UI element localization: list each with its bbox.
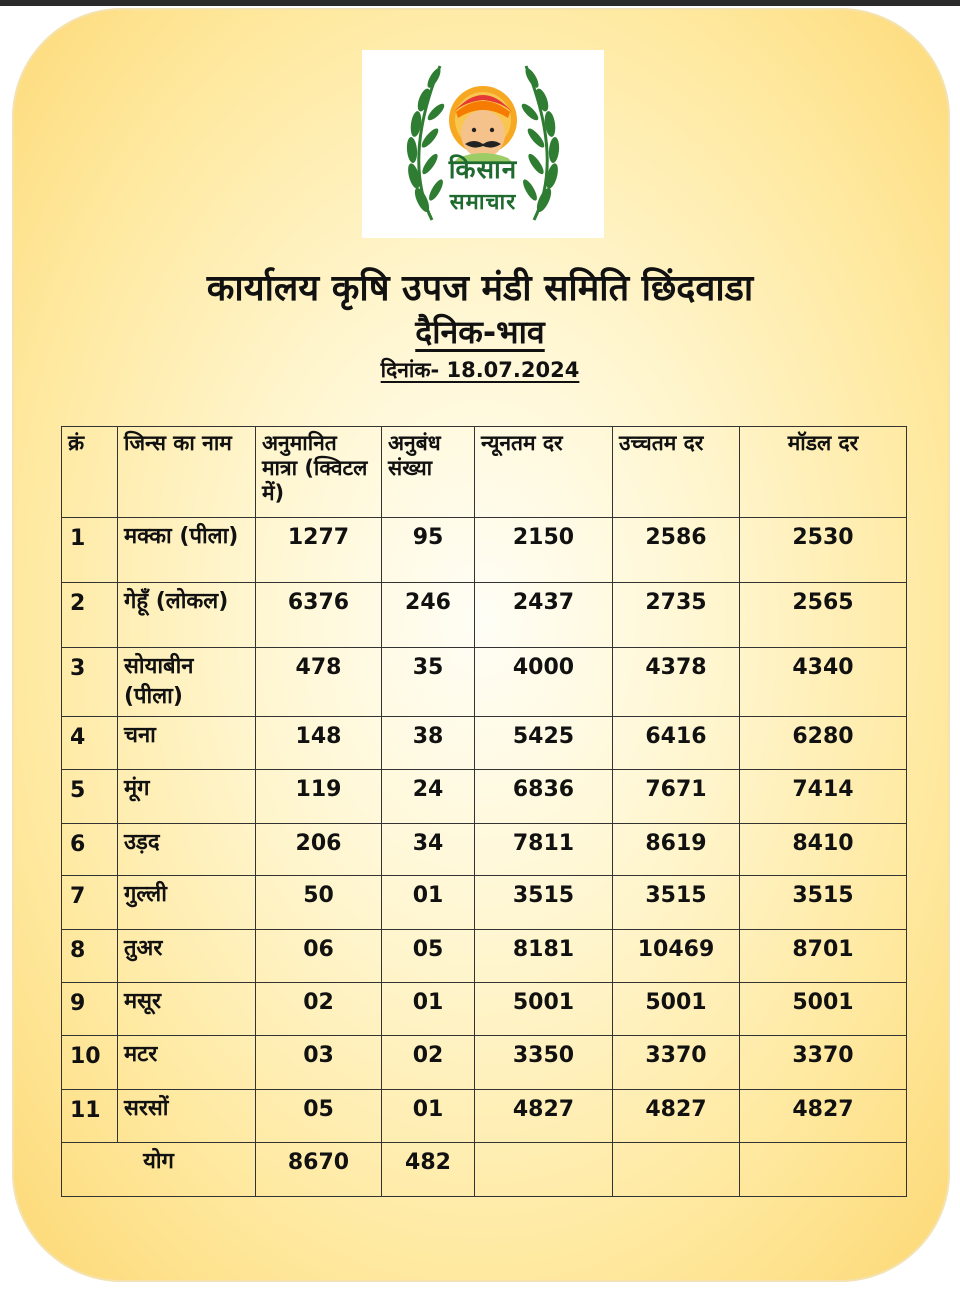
cell-min-rate: 8181 [475, 930, 613, 983]
cell-serial: 1 [62, 518, 118, 583]
cell-modal-rate: 3370 [740, 1036, 907, 1090]
cell-min-rate: 6836 [475, 770, 613, 824]
logo-text-kisan: किसान [448, 155, 518, 185]
cell-min-rate: 2150 [475, 518, 613, 583]
cell-commodity: उड़द [118, 824, 256, 876]
cell-max-rate: 4827 [613, 1090, 740, 1143]
cell-quantity: 1277 [256, 518, 382, 583]
cell-modal-rate: 2565 [740, 583, 907, 648]
top-edge-bar [0, 0, 960, 6]
daily-rate-heading: दैनिक-भाव [415, 313, 545, 351]
cell-contracts: 01 [382, 876, 475, 930]
cell-max-rate: 2735 [613, 583, 740, 648]
logo-text-samachar: समाचार [449, 190, 517, 215]
cell-modal-rate: 4340 [740, 648, 907, 717]
cell-contracts: 246 [382, 583, 475, 648]
table-row [62, 518, 907, 583]
cell-max-rate: 2586 [613, 518, 740, 583]
cell-min-rate: 2437 [475, 583, 613, 648]
cell-commodity: गुल्ली [118, 876, 256, 930]
cell-serial: 4 [62, 717, 118, 770]
table-row [62, 770, 907, 824]
cell-serial: 9 [62, 983, 118, 1036]
cell-commodity: मटर [118, 1036, 256, 1090]
cell-min-rate: 4000 [475, 648, 613, 717]
cell-quantity: 478 [256, 648, 382, 717]
date-label: दिनांक- 18.07.2024 [380, 358, 580, 382]
cell-contracts: 05 [382, 930, 475, 983]
col-header-min-rate: न्यूनतम दर [475, 427, 613, 518]
cell-quantity: 06 [256, 930, 382, 983]
cell-max-rate: 8619 [613, 824, 740, 876]
cell-contracts: 01 [382, 983, 475, 1036]
col-header-max-rate: उच्चतम दर [613, 427, 740, 518]
col-header-serial: क्रं [62, 427, 118, 518]
cell-quantity: 206 [256, 824, 382, 876]
cell-contracts: 34 [382, 824, 475, 876]
cell-quantity: 148 [256, 717, 382, 770]
cell-max-rate: 3370 [613, 1036, 740, 1090]
cell-serial: 7 [62, 876, 118, 930]
cell-modal-rate: 8701 [740, 930, 907, 983]
cell-contracts: 24 [382, 770, 475, 824]
cell-commodity: मूंग [118, 770, 256, 824]
cell-max-rate: 10469 [613, 930, 740, 983]
kisan-samachar-logo [362, 50, 604, 238]
total-quantity: 8670 [256, 1143, 382, 1197]
table-row [62, 930, 907, 983]
cell-commodity: सोयाबीन (पीला) [118, 648, 256, 717]
table-row [62, 1036, 907, 1090]
cell-commodity: गेहूँ (लोकल) [118, 583, 256, 648]
cell-quantity: 50 [256, 876, 382, 930]
table-row [62, 717, 907, 770]
cell-max-rate: 5001 [613, 983, 740, 1036]
cell-modal-rate: 5001 [740, 983, 907, 1036]
cell-quantity: 05 [256, 1090, 382, 1143]
cell-serial: 8 [62, 930, 118, 983]
cell-max-rate: 7671 [613, 770, 740, 824]
cell-min-rate: 7811 [475, 824, 613, 876]
cell-modal-rate: 2530 [740, 518, 907, 583]
cell-commodity: तुअर [118, 930, 256, 983]
cell-commodity: मक्का (पीला) [118, 518, 256, 583]
table-row [62, 648, 907, 717]
total-empty-cell [613, 1143, 740, 1197]
cell-min-rate: 5425 [475, 717, 613, 770]
cell-modal-rate: 8410 [740, 824, 907, 876]
cell-modal-rate: 3515 [740, 876, 907, 930]
cell-min-rate: 4827 [475, 1090, 613, 1143]
cell-max-rate: 3515 [613, 876, 740, 930]
table-row [62, 876, 907, 930]
cell-commodity: चना [118, 717, 256, 770]
cell-serial: 3 [62, 648, 118, 717]
cell-min-rate: 5001 [475, 983, 613, 1036]
cell-contracts: 02 [382, 1036, 475, 1090]
cell-serial: 5 [62, 770, 118, 824]
cell-serial: 10 [62, 1036, 118, 1090]
cell-serial: 11 [62, 1090, 118, 1143]
cell-commodity: मसूर [118, 983, 256, 1036]
col-header-quantity: अनुमानित मात्रा (क्विटल में) [256, 427, 382, 518]
total-empty-cell [475, 1143, 613, 1197]
cell-serial: 2 [62, 583, 118, 648]
cell-contracts: 01 [382, 1090, 475, 1143]
col-header-modal-rate: मॉडल दर [740, 427, 907, 518]
cell-contracts: 95 [382, 518, 475, 583]
table-body [62, 518, 907, 1143]
cell-quantity: 6376 [256, 583, 382, 648]
total-row [62, 1143, 907, 1197]
total-contracts: 482 [382, 1143, 475, 1197]
cell-quantity: 02 [256, 983, 382, 1036]
table-row [62, 983, 907, 1036]
cell-contracts: 35 [382, 648, 475, 717]
cell-max-rate: 4378 [613, 648, 740, 717]
table-row [62, 1090, 907, 1143]
total-empty-cell [740, 1143, 907, 1197]
cell-quantity: 119 [256, 770, 382, 824]
cell-modal-rate: 6280 [740, 717, 907, 770]
mandi-rate-table [61, 426, 907, 1197]
cell-max-rate: 6416 [613, 717, 740, 770]
cell-min-rate: 3515 [475, 876, 613, 930]
col-header-contracts: अनुबंध संख्या [382, 427, 475, 518]
cell-modal-rate: 7414 [740, 770, 907, 824]
col-header-commodity: जिन्स का नाम [118, 427, 256, 518]
cell-serial: 6 [62, 824, 118, 876]
cell-quantity: 03 [256, 1036, 382, 1090]
total-label: योग [62, 1143, 256, 1197]
cell-min-rate: 3350 [475, 1036, 613, 1090]
cell-commodity: सरसों [118, 1090, 256, 1143]
table-row [62, 583, 907, 648]
office-title: कार्यालय कृषि उपज मंडी समिति छिंदवाडा [206, 268, 754, 309]
table-row [62, 824, 907, 876]
cell-contracts: 38 [382, 717, 475, 770]
cell-modal-rate: 4827 [740, 1090, 907, 1143]
table-header-row [62, 427, 907, 518]
